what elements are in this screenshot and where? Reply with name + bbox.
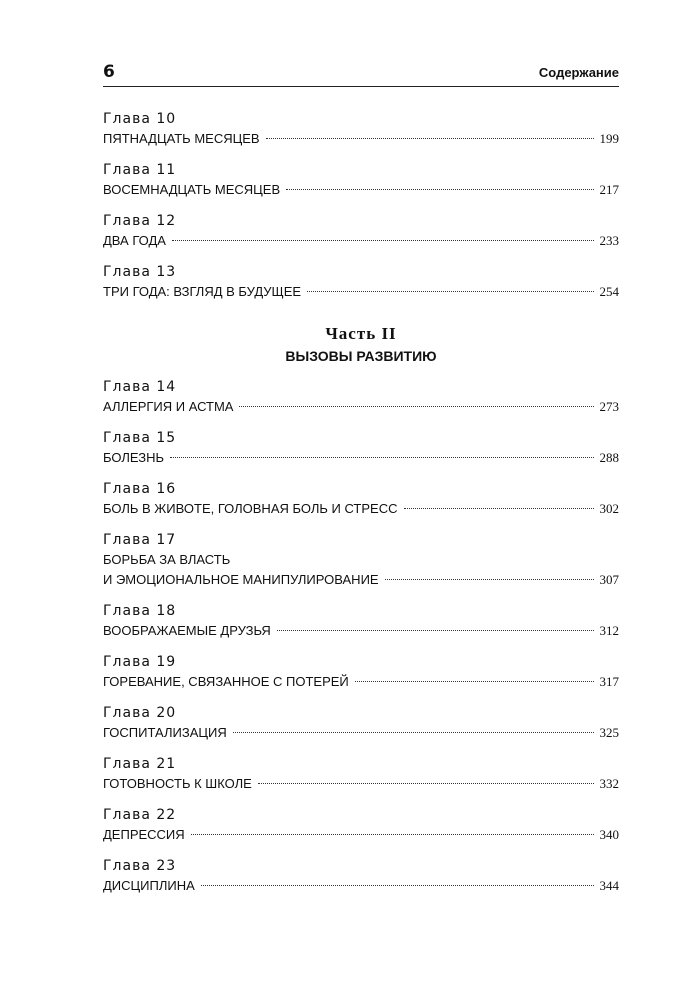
toc-line[interactable] [103, 448, 619, 468]
toc-line[interactable] [103, 723, 619, 743]
dot-leader [404, 508, 594, 509]
chapter-label: Глава 22 [103, 807, 177, 823]
chapter-title: ГОРЕВАНИЕ, СВЯЗАННОЕ С ПОТЕРЕЙ [103, 674, 349, 689]
dot-leader [355, 681, 594, 682]
chapter-label: Глава 21 [103, 756, 177, 772]
toc-line[interactable] [103, 397, 619, 417]
toc-line[interactable] [103, 231, 619, 251]
chapter-title: ТРИ ГОДА: ВЗГЛЯД В БУДУЩЕЕ [103, 284, 302, 299]
toc-entry [103, 429, 619, 468]
chapter-title: ДЕПРЕССИЯ [103, 827, 185, 842]
dot-leader [385, 579, 594, 580]
chapter-label: Глава 13 [103, 264, 177, 280]
page-ref: 332 [599, 776, 619, 791]
chapter-label: Глава 17 [103, 532, 177, 548]
dot-leader [258, 783, 594, 784]
page-ref: 199 [599, 131, 619, 146]
toc-line[interactable] [103, 825, 619, 845]
dot-leader [266, 138, 594, 139]
page-ref: 312 [599, 623, 619, 638]
page-ref: 288 [599, 450, 619, 465]
page-ref: 233 [599, 233, 619, 248]
page-ref: 307 [599, 572, 619, 587]
page-ref: 217 [599, 182, 619, 197]
chapter-title: ГОСПИТАЛИЗАЦИЯ [103, 725, 227, 740]
toc-entry [103, 704, 619, 743]
dot-leader [277, 630, 594, 631]
page-header [103, 62, 619, 87]
chapter-label: Глава 23 [103, 858, 177, 874]
part-title: ВЫЗОВЫ РАЗВИТИЮ [285, 348, 437, 364]
toc-entry [103, 110, 619, 149]
chapter-label: Глава 11 [103, 162, 177, 178]
toc-line[interactable] [103, 672, 619, 692]
chapter-title: И ЭМОЦИОНАЛЬНОЕ МАНИПУЛИРОВАНИЕ [103, 572, 379, 587]
chapter-label: Глава 16 [103, 481, 177, 497]
part-label: Часть II [325, 324, 397, 343]
toc-entry [103, 857, 619, 896]
dot-leader [201, 885, 594, 886]
page-ref: 340 [599, 827, 619, 842]
chapter-label: Глава 10 [103, 111, 177, 127]
chapter-title: ДВА ГОДА [103, 233, 166, 248]
toc-line[interactable] [103, 774, 619, 794]
chapter-title: АЛЛЕРГИЯ И АСТМА [103, 399, 234, 414]
chapter-label: Глава 19 [103, 654, 177, 670]
page-ref: 302 [599, 501, 619, 516]
dot-leader [172, 240, 594, 241]
dot-leader [170, 457, 593, 458]
toc-line[interactable] [103, 499, 619, 519]
chapter-label: Глава 12 [103, 213, 177, 229]
toc-line[interactable] [103, 282, 619, 302]
chapter-label: Глава 20 [103, 705, 177, 721]
part-heading [103, 322, 619, 366]
toc-line[interactable] [103, 129, 619, 149]
toc-entry [103, 806, 619, 845]
toc-entry [103, 653, 619, 692]
toc-entry [103, 161, 619, 200]
toc-line[interactable] [103, 621, 619, 641]
dot-leader [286, 189, 593, 190]
chapter-title: БОЛЕЗНЬ [103, 450, 165, 465]
toc-entry [103, 480, 619, 519]
toc-entry [103, 212, 619, 251]
chapter-title: ГОТОВНОСТЬ К ШКОЛЕ [103, 776, 252, 791]
dot-leader [233, 732, 594, 733]
dot-leader [191, 834, 594, 835]
chapter-title: ДИСЦИПЛИНА [103, 878, 195, 893]
chapter-label: Глава 14 [103, 379, 177, 395]
page-ref: 325 [599, 725, 619, 740]
toc-entry [103, 263, 619, 302]
toc-line[interactable] [103, 876, 619, 896]
chapter-title: ВООБРАЖАЕМЫЕ ДРУЗЬЯ [103, 623, 271, 638]
running-title: Содержание [538, 65, 619, 80]
page-ref: 254 [599, 284, 619, 299]
toc-line[interactable] [103, 180, 619, 200]
chapter-title: ПЯТНАДЦАТЬ МЕСЯЦЕВ [103, 131, 260, 146]
toc-entry [103, 755, 619, 794]
page-ref: 317 [599, 674, 619, 689]
toc-line[interactable] [103, 570, 619, 590]
toc-entry [103, 602, 619, 641]
dot-leader [239, 406, 593, 407]
page-ref: 273 [599, 399, 619, 414]
toc-entry [103, 531, 619, 590]
page-ref: 344 [599, 878, 619, 893]
chapter-title: ВОСЕМНАДЦАТЬ МЕСЯЦЕВ [103, 182, 281, 197]
table-of-contents [103, 110, 619, 908]
chapter-title-line1: БОРЬБА ЗА ВЛАСТЬ [103, 552, 231, 567]
chapter-label: Глава 18 [103, 603, 177, 619]
chapter-title: БОЛЬ В ЖИВОТЕ, ГОЛОВНАЯ БОЛЬ И СТРЕСС [103, 501, 398, 516]
chapter-label: Глава 15 [103, 430, 177, 446]
page-number: 6 [103, 62, 115, 82]
dot-leader [307, 291, 593, 292]
toc-entry [103, 378, 619, 417]
